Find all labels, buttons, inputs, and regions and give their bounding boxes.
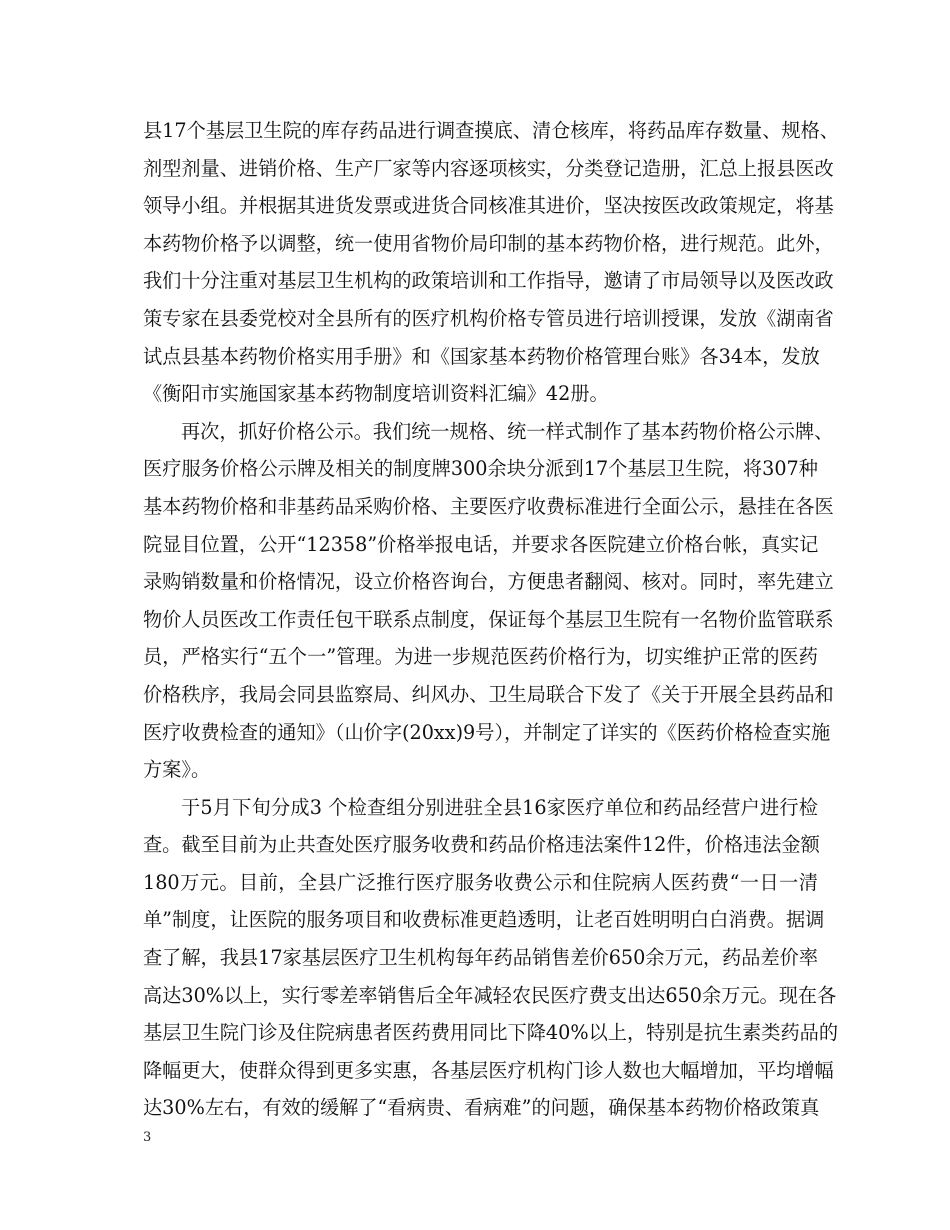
text-line: 剂型剂量、进销价格、生产厂家等内容逐项核实，分类登记造册，汇总上报县医改 [143, 156, 834, 180]
text-line: 医疗收费检查的通知》（山价字(20xx)9号），并制定了详实的《医药价格检查实施 [143, 720, 831, 744]
text-line: 策专家在县委党校对全县所有的医疗机构价格专管员进行培训授课，发放《湖南省 [143, 306, 834, 330]
text-line: 于5月下旬分成3 个检查组分别进驻全县16家医疗单位和药品经营户进行检 [181, 795, 818, 819]
document-body [143, 112, 839, 1127]
text-line: 180万元。目前，全县广泛推行医疗服务收费公示和住院病人医药费“一日一清 [143, 870, 818, 894]
text-line: 价格秩序，我局会同县监察局、纠风办、卫生局联合下发了《关于开展全县药品和 [143, 682, 834, 706]
text-line: 本药物价格予以调整，统一使用省物价局印制的基本药物价格，进行规范。此外， [143, 231, 834, 255]
text-line: 我们十分注重对基层卫生机构的政策培训和工作指导，邀请了市局领导以及医改政 [143, 269, 834, 293]
text-line: 县17个基层卫生院的库存药品进行调查摸底、清仓核库，将药品库存数量、规格、 [143, 119, 839, 142]
text-line: 降幅更大，使群众得到更多实惠，各基层医疗机构门诊人数也大幅增加，平均增幅 [143, 1058, 834, 1082]
text-line: 查。截至目前为止共查处医疗服务收费和药品价格违法案件12件，价格违法金额 [143, 833, 820, 857]
text-line: 基本药物价格和非基药品采购价格、主要医疗收费标准进行全面公示，悬挂在各医 [143, 494, 834, 518]
page-number: 3 [143, 1130, 152, 1145]
text-line: 《衡阳市实施国家基本药物制度培训资料汇编》42册。 [143, 382, 609, 406]
text-line: 员，严格实行“五个一”管理。为进一步规范医药价格行为，切实维护正常的医药 [143, 645, 818, 669]
text-line: 达30%左右，有效的缓解了“看病贵、看病难”的问题，确保基本药物价格政策真 [143, 1096, 820, 1120]
text-line: 方案》。 [143, 758, 211, 782]
text-line: 院显目位置，公开“12358”价格举报电话，并要求各医院建立价格台帐，真实记 [143, 532, 819, 556]
text-line: 高达30%以上，实行零差率销售后全年减轻农民医疗费支出达650余万元。现在各 [143, 983, 837, 1007]
text-line: 再次，抓好价格公示。我们统一规格、统一样式制作了基本药物价格公示牌、 [181, 419, 834, 443]
text-line: 物价人员医改工作责任包干联系点制度，保证每个基层卫生院有一名物价监管联系 [143, 607, 834, 631]
text-line: 查了解，我县17家基层医疗卫生机构每年药品销售差价650余万元，药品差价率 [143, 946, 819, 970]
text-line: 单”制度，让医院的服务项目和收费标准更趋透明，让老百姓明明白白消费。据调 [143, 908, 825, 932]
text-line: 领导小组。并根据其进货发票或进货合同核准其进价，坚决按医改政策规定，将基 [143, 194, 834, 218]
text-line: 医疗服务价格公示牌及相关的制度牌300余块分派到17个基层卫生院，将307种 [143, 457, 818, 481]
text-line: 基层卫生院门诊及住院病患者医药费用同比下降40%以上，特别是抗生素类药品的 [143, 1021, 839, 1045]
text-line: 试点县基本药物价格实用手册》和《国家基本药物价格管理台账》各34本，发放 [143, 344, 820, 368]
text-line: 录购销数量和价格情况，设立价格咨询台，方便患者翻阅、核对。同时，率先建立 [143, 570, 834, 594]
